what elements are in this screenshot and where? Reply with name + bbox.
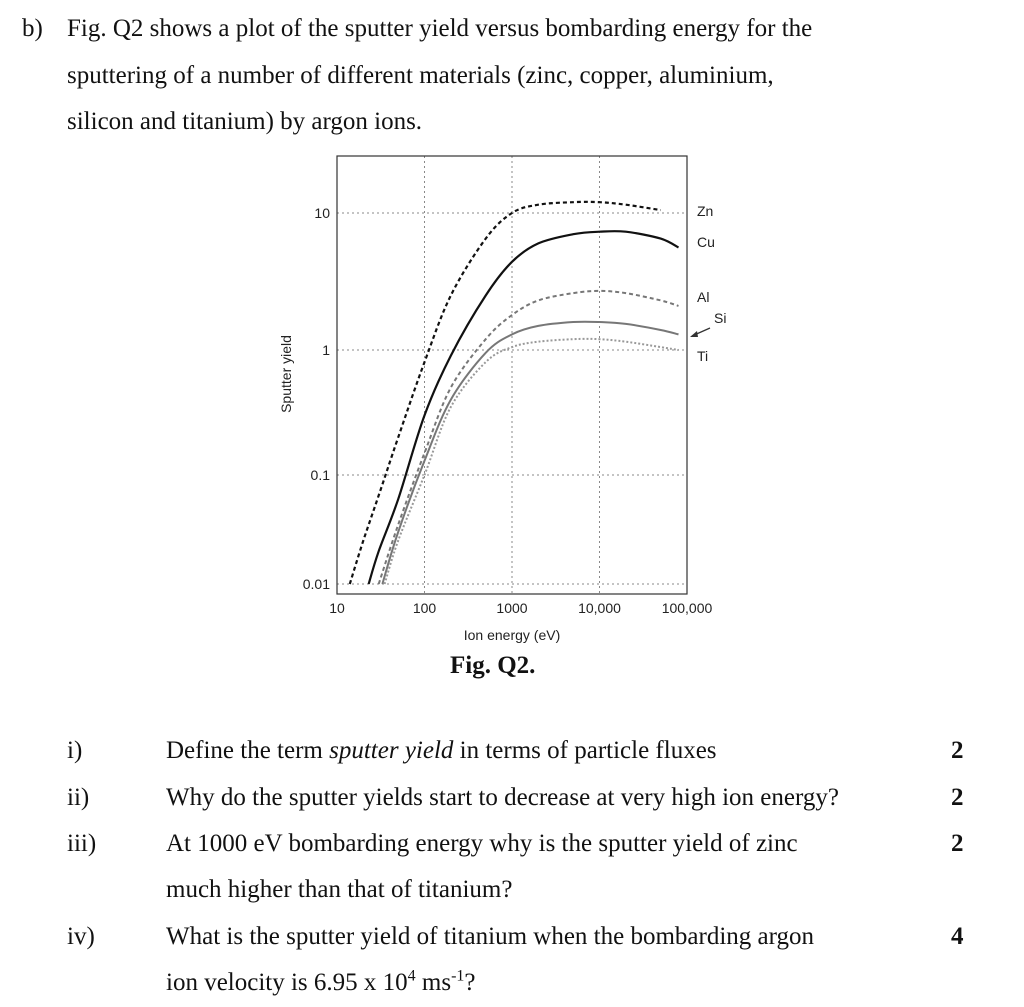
grid — [337, 156, 687, 594]
intro-line-1: Fig. Q2 shows a plot of the sputter yield versus bombarding energy for the — [67, 15, 813, 42]
legend-label-ti: Ti — [697, 348, 709, 364]
legend-label-si: Si — [714, 310, 727, 326]
figure-caption: Fig. Q2. — [450, 652, 536, 679]
question-text — [166, 969, 476, 997]
x-tick-label: 1000 — [496, 600, 528, 616]
question-number: i) — [67, 737, 83, 764]
series-line-ti — [382, 322, 678, 584]
intro-line-3: silicon and titanium) by argon ions. — [67, 108, 423, 135]
intro-line-2: sputtering of a number of different materials (zinc, copper, aluminium, — [67, 61, 774, 89]
series-line-cu — [369, 231, 679, 584]
legend-label-cu: Cu — [697, 234, 715, 250]
x-tick-label: 100,000 — [661, 600, 713, 616]
question-text-part: ms — [415, 969, 452, 996]
legend-label-zn: Zn — [697, 203, 714, 219]
question-text-part: in terms of particle fluxes — [453, 737, 717, 764]
series-line-al — [379, 291, 679, 584]
series-line-zn — [350, 202, 661, 584]
legend-label-al: Al — [697, 289, 710, 305]
sputter-yield-chart — [260, 150, 740, 650]
question-emphasis: sputter yield — [329, 737, 454, 764]
exponent: -1 — [451, 967, 465, 985]
question-text: What is the sputter yield of titanium when the bombarding argon — [166, 923, 815, 950]
question-text: At 1000 eV bombarding energy why is the sputter yield of zinc — [166, 830, 798, 857]
y-tick-label: 0.1 — [310, 467, 330, 483]
x-tick-label: 10,000 — [578, 600, 621, 616]
y-tick-label: 0.01 — [302, 576, 330, 592]
question-number: iii) — [67, 830, 97, 857]
question-text — [166, 737, 717, 765]
question-marks: 2 — [951, 737, 964, 764]
question-number: iv) — [67, 923, 95, 950]
question-marks: 2 — [951, 830, 964, 857]
legend-arrowhead-si — [690, 331, 698, 337]
question-number: ii) — [67, 784, 90, 811]
part-label: b) — [22, 15, 43, 42]
series-group — [350, 202, 679, 584]
question-text: much higher than that of titanium? — [166, 876, 513, 903]
y-tick-label: 10 — [314, 205, 330, 221]
question-marks: 2 — [951, 784, 964, 811]
y-axis-label: Sputter yield — [278, 335, 294, 413]
question-text-part: ? — [464, 969, 476, 996]
x-axis-label: Ion energy (eV) — [463, 627, 561, 643]
question-marks: 4 — [951, 923, 964, 950]
exponent: 4 — [407, 967, 416, 985]
series-line-si — [385, 339, 679, 584]
question-text: Why do the sputter yields start to decrease at very high ion energy? — [166, 784, 839, 811]
legend — [690, 203, 726, 364]
question-text-part: Define the term — [166, 737, 330, 764]
x-tick-label: 10 — [329, 600, 345, 616]
y-tick-label: 1 — [322, 342, 330, 358]
x-tick-label: 100 — [412, 600, 437, 616]
question-text-part: ion velocity is 6.95 x 10 — [166, 969, 408, 996]
